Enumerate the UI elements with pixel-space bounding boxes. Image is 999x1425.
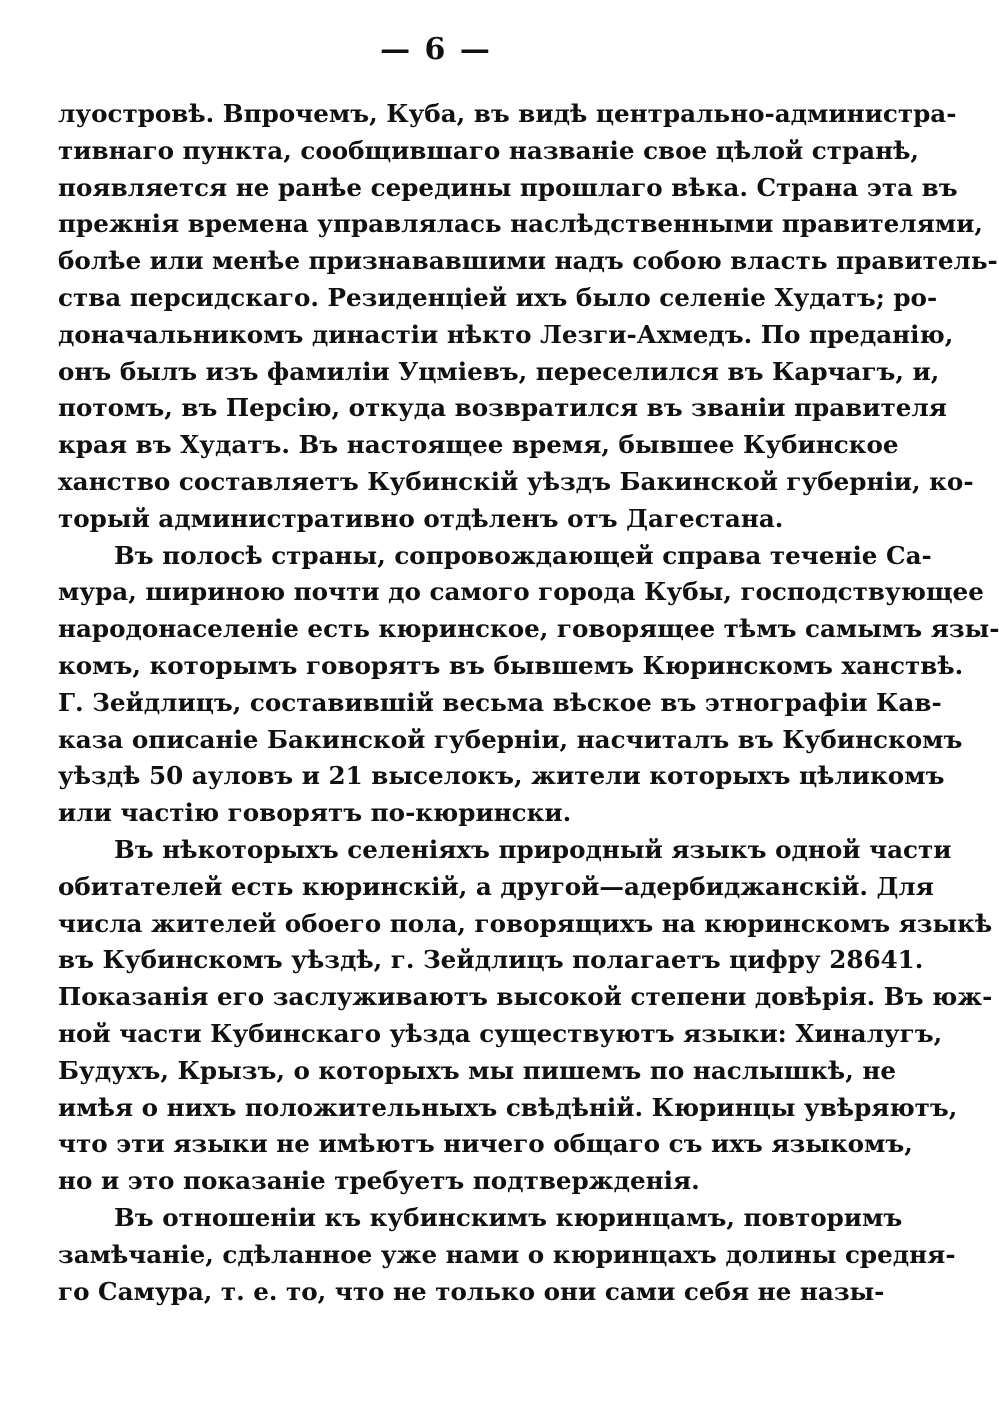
text-line: ной части Кубинскаго уѣзда существуютъ языки: Хиналугъ, xyxy=(58,1018,943,1048)
text-line: Показанія его заслуживаютъ высокой степени довѣрія. Въ юж- xyxy=(58,982,993,1012)
text-line: го Самура, т. е. то, что не только они сами себя не назы- xyxy=(58,1276,885,1306)
text-line: ханство составляетъ Кубинскій уѣздъ Бакинской губерніи, ко- xyxy=(58,466,974,496)
text-line: потомъ, въ Персію, откуда возвратился въ званіи правителя xyxy=(58,393,947,423)
text-line: въ Кубинскомъ уѣздѣ, г. Зейдлицъ полагаетъ цифру 28641. xyxy=(58,945,924,975)
text-line: Въ нѣкоторыхъ селеніяхъ природный языкъ одной части xyxy=(114,834,952,864)
text-line: обитателей есть кюринскій, а другой—адербиджанскій. Для xyxy=(58,871,934,901)
text-line: Г. Зейдлицъ, составившій весьма вѣское въ этнографіи Кав- xyxy=(58,687,942,717)
text-line: Въ полосѣ страны, сопровождающей справа теченіе Са- xyxy=(114,540,932,570)
text-line: замѣчаніе, сдѣланное уже нами о кюринцахъ долины средня- xyxy=(58,1239,956,1269)
text-line: торый административно отдѣленъ отъ Дагестана. xyxy=(58,503,784,533)
paragraph-1 xyxy=(58,96,998,538)
text-line: каза описаніе Бакинской губерніи, насчиталъ въ Кубинскомъ xyxy=(58,724,963,754)
text-line: луостровѣ. Впрочемъ, Куба, въ видѣ центрально-администра- xyxy=(58,99,957,128)
text-line: тивнаго пункта, сообщившаго названіе свое цѣлой странѣ, xyxy=(58,135,919,165)
text-line: онъ былъ изъ фамиліи Уцміевъ, переселился въ Карчагъ, и, xyxy=(58,356,940,386)
text-line: но и это показаніе требуетъ подтвержденія. xyxy=(58,1166,700,1196)
text-line: прежнія времена управлялась наслѣдственными правителями, xyxy=(58,209,983,239)
text-line: Въ отношеніи къ кубинскимъ кюринцамъ, повторимъ xyxy=(114,1202,903,1232)
paragraph-4 xyxy=(58,1200,956,1310)
text-line: или частію говорятъ по-кюрински. xyxy=(58,798,572,828)
text-line: народонаселеніе есть кюринское, говорящее тѣмъ самымъ язы- xyxy=(58,614,999,644)
text-line: болѣе или менѣе признававшими надъ собою власть правитель- xyxy=(58,246,998,276)
text-line: доначальникомъ династіи нѣкто Лезги-Ахмедъ. По преданію, xyxy=(58,319,954,349)
text-line: уѣздѣ 50 ауловъ и 21 выселокъ, жители которыхъ цѣликомъ xyxy=(58,761,945,791)
body-text xyxy=(58,96,999,1310)
paragraph-3 xyxy=(58,832,993,1200)
text-line: комъ, которымъ говорятъ въ бывшемъ Кюринскомъ ханствѣ. xyxy=(58,650,964,680)
text-line: числа жителей обоего пола, говорящихъ на кюринскомъ языкѣ xyxy=(58,908,993,938)
text-line: ства персидскаго. Резиденціей ихъ было селеніе Худатъ; ро- xyxy=(58,282,938,312)
text-line: мура, шириною почти до самого города Кубы, господствующее xyxy=(58,577,984,607)
text-line: края въ Худатъ. Въ настоящее время, бывшее Кубинское xyxy=(58,430,899,460)
text-line: что эти языки не имѣютъ ничего общаго съ ихъ языкомъ, xyxy=(58,1129,913,1159)
text-line: Будухъ, Крызъ, о которыхъ мы пишемъ по наслышкѣ, не xyxy=(58,1055,896,1085)
page-number: — 6 — xyxy=(380,32,492,67)
text-line: имѣя о нихъ положительныхъ свѣдѣній. Кюринцы увѣряютъ, xyxy=(58,1092,958,1122)
text-line: появляется не ранѣе середины прошлаго вѣка. Страна эта въ xyxy=(58,172,958,202)
paragraph-2 xyxy=(58,538,999,832)
